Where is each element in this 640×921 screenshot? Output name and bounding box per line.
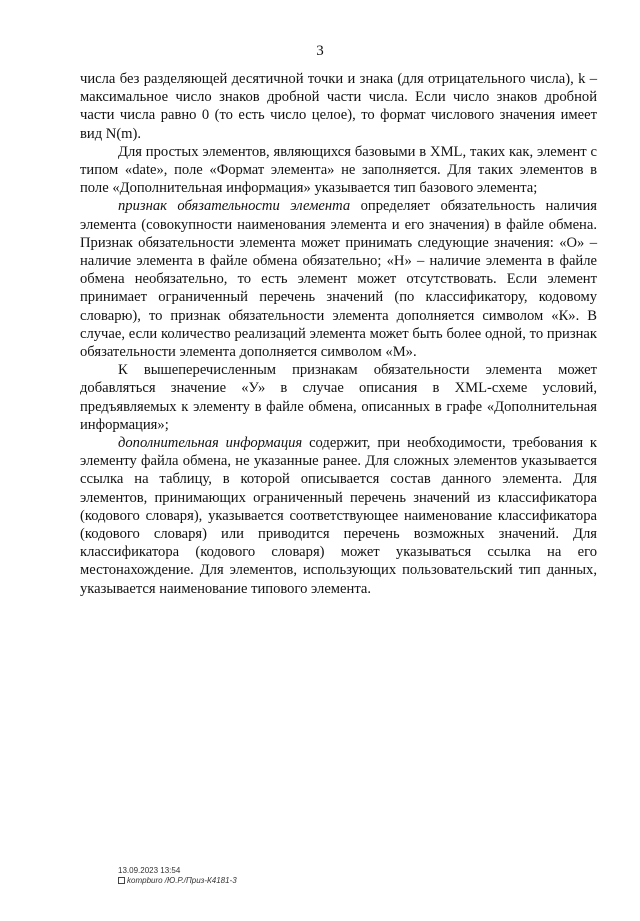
footer-timestamp: 13.09.2023 13:54	[118, 866, 181, 875]
paragraph-5	[80, 434, 597, 598]
page-number: 3	[316, 43, 324, 59]
document-body	[80, 70, 597, 598]
paragraph-5-text: содержит, при необходимости, требования к элементу файла обмена, не указанные ранее. Для сложных элементов указывается ссылка на таблицу, в которой описывается состав данного элемента. Для элементов, принимающих ограниченный перечень значений из классификатора (кодового словаря), указывается соответствующее наименование классификатора (кодового словаря) или приводится перечень возможных значений. Для классификатора (кодового словаря) может указываться ссылка на его местонахождение. Для элементов, использующих пользовательский тип данных, указывается наименование типового элемента.	[80, 435, 597, 597]
term-mandatory-flag: признак обязательности элемента	[118, 198, 351, 215]
paragraph-3	[80, 197, 597, 361]
paragraph-4: К вышеперечисленным признакам обязательности элемента может добавляться значение «У» в случае описания в XML-схеме условий, предъявляемых к элементу в файле обмена, описанных в графе «Дополнительная информация»;	[80, 362, 597, 433]
paragraph-3-text: определяет обязательность наличия элемента (совокупности наименования элемента и его значения) в файле обмена. Признак обязательности элемента может принимать следующие значения: «О» – наличие элемента в файле обмена обязательно; «Н» – наличие элемента в файле обмена необязательно, то есть элемент может отсутствовать. Если элемент принимает ограниченный перечень значений (по классификатору, кодовому словарю), то признак обязательности элемента дополняется символом «К». В случае, если количество реализаций элемента может быть более одной, то признак обязательности элемента дополняется символом «М».	[80, 198, 597, 361]
document-footer	[118, 866, 237, 886]
footer-path: kompburo /Ю.Р./Приз-К4181-3	[127, 876, 237, 885]
footer-path-line	[118, 876, 237, 886]
paragraph-1: числа без разделяющей десятичной точки и знака (для отрицательного числа), k – максимальное число знаков дробной части числа. Если число знаков дробной части числа равно 0 (то есть число целое), то формат числового значения имеет вид N(m).	[80, 71, 597, 142]
term-additional-info: дополнительная информация	[118, 435, 303, 452]
paragraph-2: Для простых элементов, являющихся базовыми в XML, таких как, элемент с типом «date», поле «Формат элемента» не заполняется. Для таких элементов в поле «Дополнительная информация» указывается тип базового элемента;	[80, 143, 597, 197]
document-icon	[118, 877, 125, 884]
